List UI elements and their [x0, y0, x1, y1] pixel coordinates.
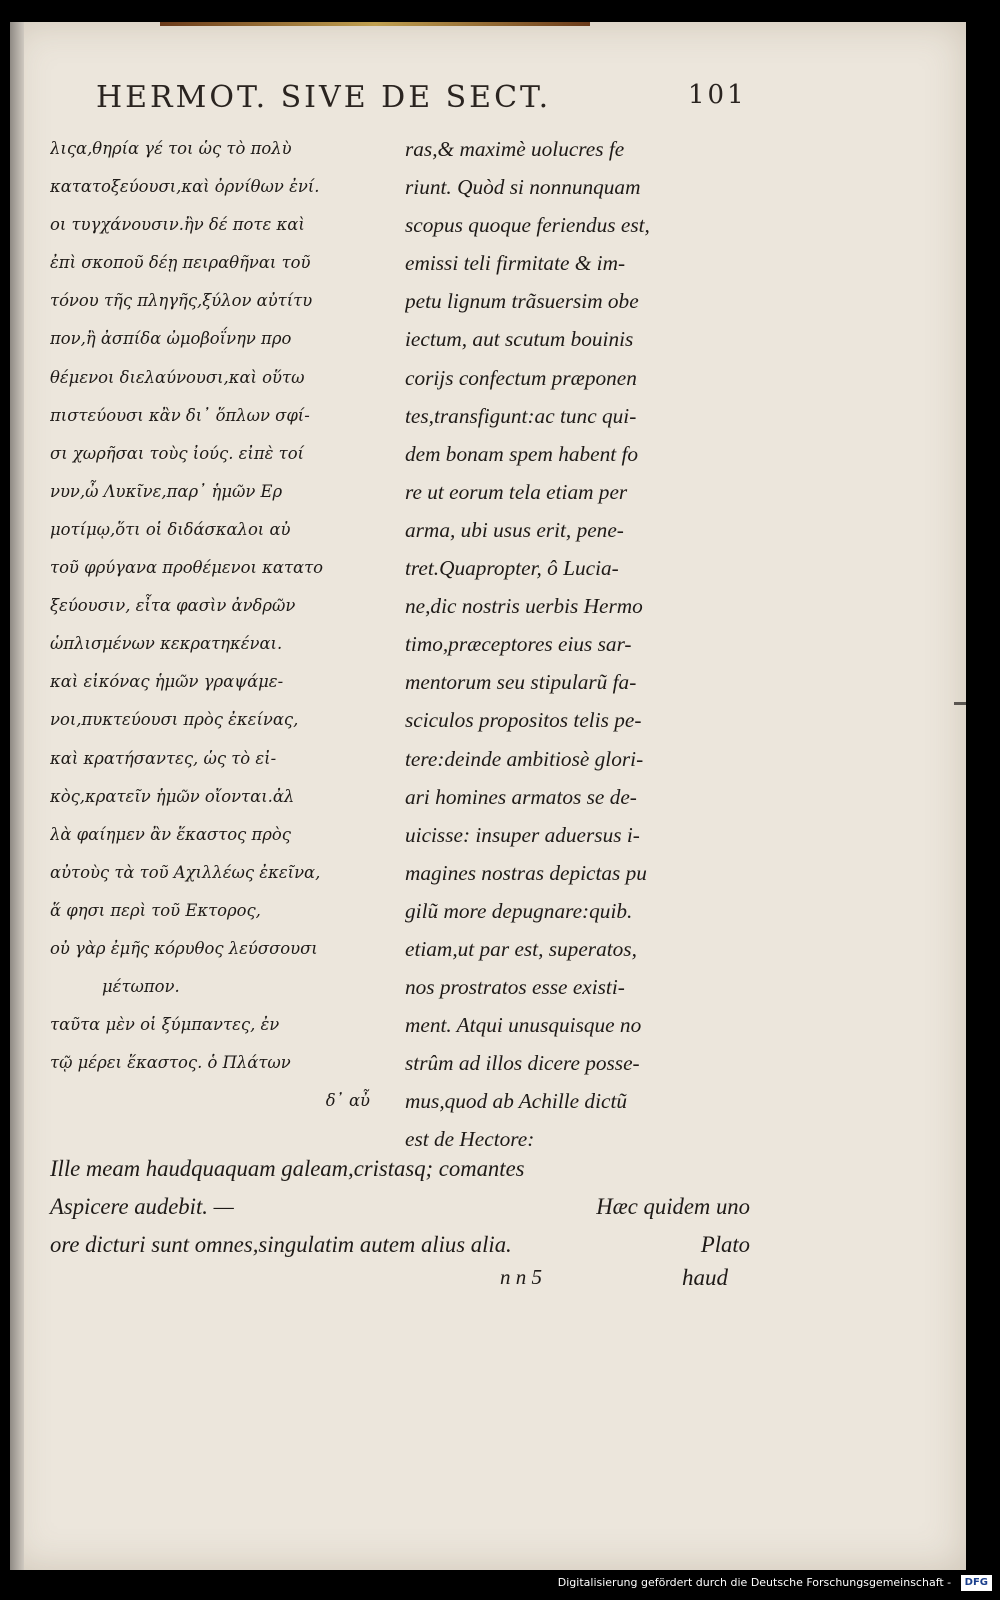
prose-line-end: Plato: [700, 1232, 750, 1257]
greek-line: τοῦ φρύγανα προθέμενοι κατατο: [50, 558, 324, 578]
greek-line: ταῦτα μὲν οἱ ξύμπαντες, ἐν: [50, 1015, 280, 1035]
latin-line: tere:deinde ambitiosè glori-: [405, 746, 644, 771]
greek-line: καὶ κρατήσαντες, ὡς τὸ εἰ-: [50, 748, 277, 768]
greek-line: κὸς,κρατεῖν ἡμῶν οἴονται.ἀλ: [50, 786, 295, 806]
latin-line: emissi teli firmitate & im-: [405, 251, 626, 276]
prose-line-end: Hæc quidem uno: [596, 1194, 750, 1219]
greek-line: ἐπὶ σκοποῦ δέῃ πειραθῆναι τοῦ: [50, 253, 311, 273]
greek-line: νοι,πυκτεύουσι πρὸς ἐκείνας,: [50, 710, 299, 730]
verse-line-text: Aspicere audebit. —: [50, 1194, 234, 1219]
verse-line: [50, 1150, 750, 1188]
greek-column: [50, 130, 378, 1120]
verse-line: [50, 1188, 750, 1226]
latin-line: arma, ubi usus erit, pene-: [405, 517, 624, 542]
latin-line: timo,præceptores eius sar-: [405, 632, 632, 657]
greek-line: ἅ φησι περὶ τοῦ Εκτορος,: [50, 900, 261, 920]
latin-line: corijs confectum præponen: [405, 365, 637, 390]
page-gutter: [10, 22, 24, 1570]
greek-line: θέμενοι διελαύνουσι,καὶ οὕτω: [50, 367, 305, 387]
greek-line: κατατοξεύουσι,καὶ ὀρνίθων ἐνί.: [50, 177, 320, 197]
signature-mark: n n 5: [500, 1265, 542, 1289]
latin-line: iectum, aut scutum bouinis: [405, 327, 634, 352]
latin-line: nos prostratos esse existi-: [405, 975, 625, 1000]
prose-line-text: ore dicturi sunt omnes,singulatim autem alius alia.: [50, 1232, 512, 1257]
greek-line: λιςα,θηρία γέ τοι ὡς τὸ πολὺ: [50, 139, 292, 158]
latin-line: mus,quod ab Achille dictũ: [405, 1089, 628, 1114]
greek-line: νυν,ὦ Λυκῖνε,παρ᾽ ἡμῶν Ερ: [50, 481, 283, 501]
latin-line: tret.Quapropter, ô Lucia-: [405, 556, 619, 581]
digitization-footer: [558, 1572, 992, 1594]
greek-line: σι χωρῆσαι τοὺς ἰούς. εἰπὲ τοί: [50, 443, 304, 463]
greek-line: τόνου τῆς πληγῆς,ξύλον αὐτίτυ: [50, 291, 313, 311]
latin-line: ras,& maximè uolucres fe: [405, 137, 625, 161]
greek-line: ὡπλισμένων κεκρατηκέναι.: [50, 634, 283, 654]
latin-line: dem bonam spem habent fo: [405, 441, 639, 466]
latin-line: magines nostras depictas pu: [405, 860, 647, 885]
latin-line: petu lignum trãsuersim obe: [405, 289, 639, 314]
greek-line: λὰ φαίημεν ἂν ἕκαστος πρὸς: [50, 824, 291, 844]
footer-text: Digitalisierung gefördert durch die Deutsche Forschungsgemeinschaft -: [557, 1576, 952, 1589]
greek-line: οι τυγχάνουσιν.ἢν δέ ποτε καὶ: [50, 215, 305, 235]
dfg-logo: DFG: [961, 1575, 992, 1591]
greek-line: καὶ εἰκόνας ἡμῶν γραψάμε-: [50, 672, 284, 692]
latin-line: sciculos propositos telis pe-: [405, 708, 642, 733]
prose-line: [50, 1226, 750, 1264]
greek-line: πον,ἢ ἀσπίδα ὠμοβοΐνην προ: [50, 329, 292, 349]
catchword: haud: [682, 1265, 728, 1290]
latin-line: ne,dic nostris uerbis Hermo: [405, 594, 643, 619]
greek-line: πιστεύουσι κἂν δι᾽ ὅπλων σφί-: [50, 405, 310, 425]
running-head-title: HERMOT. SIVE DE SECT.: [96, 80, 552, 115]
latin-line: ari homines armatos se de-: [405, 784, 637, 809]
latin-line: etiam,ut par est, superatos,: [405, 936, 637, 961]
greek-verse-line: οὐ γὰρ ἐμῆς κόρυθος λεύσσουσι: [50, 938, 318, 958]
page-edge-mark: [954, 702, 966, 705]
latin-line: mentorum seu stipularũ fa-: [405, 670, 637, 695]
latin-line: est de Hectore:: [405, 1127, 535, 1152]
full-width-text: [50, 1150, 750, 1264]
latin-line: re ut eorum tela etiam per: [405, 479, 628, 504]
greek-line: αὐτοὺς τὰ τοῦ Αχιλλέως ἐκεῖνα,: [50, 862, 321, 882]
greek-catch-line: δ᾽ αὖ: [325, 1091, 370, 1111]
greek-verse-line: μέτωπον.: [102, 977, 180, 997]
latin-column: [405, 130, 750, 1159]
page-top-edge: [160, 22, 590, 26]
latin-line: riunt. Quòd si nonnunquam: [405, 175, 641, 200]
signature-line: [50, 1265, 750, 1303]
folio-number: 101: [688, 80, 747, 110]
latin-line: tes,transfigunt:ac tunc qui-: [405, 403, 637, 428]
latin-line: gilũ more depugnare:quib.: [405, 898, 633, 923]
latin-line: uicisse: insuper aduersus i-: [405, 822, 640, 847]
latin-line: ment. Atqui unusquisque no: [405, 1013, 642, 1038]
greek-line: τῷ μέρει ἕκαστος. ὁ Πλάτων: [50, 1053, 291, 1073]
latin-line: scopus quoque feriendus est,: [405, 213, 650, 238]
greek-line: ξεύουσιν, εἶτα φασὶν ἀνδρῶν: [50, 596, 296, 616]
running-head: [96, 80, 796, 115]
latin-line: strûm ad illos dicere posse-: [405, 1051, 640, 1076]
verse-line-text: Ille meam haudquaquam galeam,cristasq; comantes: [50, 1156, 525, 1181]
greek-line: μοτίμῳ,ὅτι οἱ διδάσκαλοι αὐ: [50, 519, 291, 539]
